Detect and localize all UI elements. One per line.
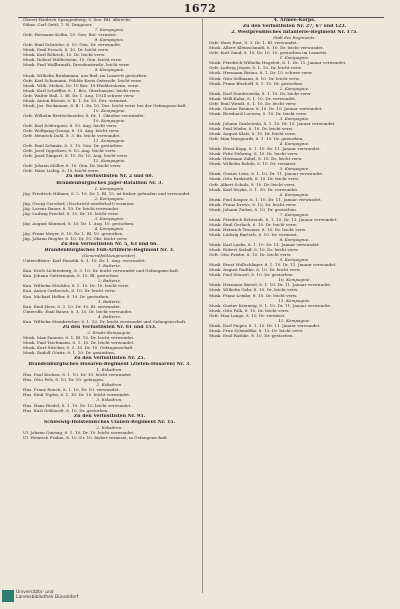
casualty-entry: Gefr. Hans Liebig, 8. 10. leicht verw. (23, 168, 99, 174)
subsection-heading: 2. Eskadron. (96, 424, 123, 430)
subsection-heading: 8. Kompagnie. (94, 37, 125, 43)
casualty-entry: Gefr. Hermann Kollin, 10. Gen. Bat. vermisst. (23, 32, 118, 38)
library-logo-line2: Landesbibliothek Düsseldorf (16, 595, 79, 600)
casualty-entry: Musk. Ludwig Bartsch, 8. 10. Dr. vermisst. (209, 231, 298, 237)
section-heading: 4. Armee-Korps. (273, 18, 316, 23)
section-heading: Brandenburgisches Husaren-Regiment (Zieten-Husaren) Nr. 3. (28, 362, 191, 368)
section-heading: Zu den Verlustlisten Nr. 2 und 68. (65, 174, 154, 180)
casualty-entry: Musk. Ernst Kopp, 8. 1. 10. Dr. 11. Januar verwundet. (209, 146, 321, 152)
casualty-entry: Kan. Wilhelm Stöckler, 8. 1. 10. Dr. 10. leicht verw. (23, 283, 129, 289)
casualty-entry: Musk. Franz Lemke, 8. 10. Dr. leicht verw. (209, 292, 298, 298)
casualty-entry: Jäg. Friedrich Hühner, 8. 2. 10. Dr. 1. Bl. 15. ist bisher gefunden und verwundet. (23, 190, 191, 196)
library-logo-text (16, 590, 78, 600)
casualty-entry: Kan. Johann Gattermann, 8. 10. Bl. gestorben. (23, 273, 120, 279)
casualty-entry: Musk. Emil Gerlach, 8. 10. Dr. leicht verw. (209, 221, 298, 227)
subsection-heading: 3. Kompagnie. (279, 115, 310, 121)
right-column (205, 17, 384, 593)
casualty-entry: Musk. Ernst Wollschläger, 8. 1. 10. Dr. 11. Januar verwundet. (209, 262, 337, 268)
casualty-entry: Musk. Otto Sellmann, 8. 10. Dr. leicht verw. (209, 75, 300, 81)
casualty-entry: Hus. Paul Kücken, 8. 1. 10. Dr. 10. leicht verwundet. (23, 372, 133, 378)
casualty-entry: Musk. Robert Sielaff, 8. 10. Dr. leicht verw. (209, 247, 299, 253)
casualty-entry: Musk. Rudolf Göritz, 8. 1. 10. Dr. gestorben. (23, 350, 116, 356)
casualty-entry: Gefr. Wolfgang Georgi, 8. 10. Aug. leicht verw. (23, 128, 120, 134)
casualty-entry: Ul. Johann Quiring, 8. 1. 10. Dr. 10. leicht verwundet. (23, 429, 135, 435)
casualty-entry: Musk. Paul Teichmann, 8. 1. 10. Dr. leicht verwundet. (23, 339, 135, 345)
casualty-entry: Oberst Haidrich Spangenberg, 9. Sen. Btl. ulbrecht. (23, 17, 132, 22)
subsection-heading: 11. Kompagnie. (93, 138, 126, 144)
subsection-heading: 8. Kompagnie. (279, 237, 310, 243)
casualty-entry: Musk. Franz Drews, 8. 10. Dr. leicht verw. (209, 201, 297, 207)
subsection-heading: Stab des Regiments. (273, 35, 316, 41)
casualty-entry: Musk. Anton Bösner, 8. B. 1. Dr. 10. Dez. vermisst. (23, 97, 129, 103)
casualty-entry: Gefr. Wilhelm Breitschneider, 8. Dr. 1. Oktober verwundet. (23, 112, 146, 118)
library-logo-mark-icon (2, 590, 14, 602)
subsection-heading: 11. Kompagnie. (278, 297, 311, 303)
casualty-entry: Musk. Paul Wiebe, 8. 10. Dr. leicht verw. (209, 125, 294, 131)
subsection-heading: 2. Batterie. (97, 278, 122, 284)
subsection-heading: 1. Kompagnie. (94, 185, 125, 191)
casualty-entry: Musk. Albert Kleinschmidt, 8. 10. Dr. leicht verwundet. (209, 45, 324, 51)
casualty-entry: Musk. Max Pannier, 8. 1. Bl. 10. Dr. leicht verwundet. (23, 334, 135, 340)
casualty-entry: Musk. August Radtke, 8. 10. Dr. leicht verw. (209, 267, 301, 273)
casualty-entry: Gefr. Emil Schmitz, 8. 3. 10. Gen. Dr. gestorben. (23, 143, 124, 149)
casualty-entry: Gefr. Karl Söderquist, 8. 10. Aug. leicht verw. (23, 122, 118, 128)
casualty-entry: Musk. Kurt Stricker, 8. 1. 10. Dr. 10. Gefangenschaft. (23, 345, 134, 350)
casualty-entry: Fähnr. Carl Oettl, 7. N. Dragoner. (23, 22, 93, 28)
subsection-heading: 12. Kompagnie. (278, 317, 311, 323)
casualty-entry: Gefr. Emil Wendt, 8. 1. 10. Dr. leicht verw. (209, 100, 297, 106)
casualty-entry: Hus. Hans Riedel, 8. 1. 10. Dr. 10. leicht verwundet. (23, 402, 132, 408)
casualty-entry: Musk. Karl Laabs, 8. 1. 10. Dr. 11. Januar verwundet. (209, 242, 320, 248)
casualty-entry: Musk. Wilhelm Brinkmann, aus Bad, im Lazarett gestorben. (23, 72, 148, 78)
casualty-entry: Jäg. Lorenz Bauer, 8. 10. Dr. leicht verwundet. (23, 205, 120, 211)
subsection-heading: 4. Kompagnie. (279, 141, 310, 147)
casualty-entry: Musk. Karl Woyke, 8. 1. 10. Dr. verwundet. (209, 186, 299, 192)
subsection-heading: 2. Kompagnie. (94, 195, 125, 201)
subsection-heading: 5. Kompagnie. (279, 166, 310, 172)
subsection-heading: 1. Eskadron. (96, 367, 123, 373)
casualty-entry: Hus. Franz Rauch, 8. 1. 10. Dr. 10. verwundet. (23, 387, 120, 393)
section-heading: 2. Westpreußisches Infanterie-Regiment Nr. 175. (231, 30, 358, 36)
casualty-entry: Gefr. Kurt Sand, 8. 10. Dr. 10. 10. gestorben im Lazarett. (209, 50, 328, 56)
casualty-entry: Musk. Gustav Kriening, 8. 1. 10. Dr. 11. Januar verwundet. (209, 302, 332, 308)
subsection-heading: 2. Eskadron. (96, 382, 123, 388)
casualty-entry: Gefr. Karl Schumann, Pöhlde Kreis Osterode, leicht verw. (23, 77, 142, 83)
casualty-entry: Musk. Gustav Reimer, 8. 10. Dr. 10. Januar verwundet. (209, 105, 323, 111)
casualty-entry: Kan. Wilhelm Steinbrecher, 8. 1. 10. Dr. leicht verwundet und Gefangenschaft. (23, 318, 187, 324)
subsection-heading: 3. Batterie. (97, 298, 122, 304)
casualty-entry: Gefr. Ludwig Jesper, 8. 1. 10. Dr. leicht verw. (209, 65, 302, 71)
casualty-entry: Gefr. Max Lange, 8. 10. Dr. vermisst. (209, 312, 286, 318)
casualty-entry: Musk. Paul Wallbrandt, Dresdenstraße, leicht verw. (23, 62, 130, 68)
section-heading: Zu den Verlustlisten Nr. 25. (73, 356, 146, 362)
casualty-entry: Gefr. Hans Rust, 8. 3. Dr. 1. Bl. verwundet. (209, 40, 298, 46)
casualty-entry: Musk. Jos. Beckmann, 8. B. 1. Dr. 10. Dez. leicht verw. bei der Gefangenschaft. (23, 102, 187, 108)
casualty-entry: Kan. Erich Lichtenberg, 8. 3. 10. Dr. leicht verwundet und Gefangenschaft. (23, 268, 180, 274)
subsection-heading: 3. Kompagnie. (94, 215, 125, 221)
library-logo-line1: Universitäts- und (16, 590, 54, 595)
casualty-entry: Hus. Emil Töpfer, 8. 1. 10. Dr. 10. leicht verwundet. (23, 392, 131, 398)
casualty-entry: Jäg. Franz Meyer, 8. 10. Dr. 1. Bl. 10. gestorben. (23, 230, 124, 236)
subsection-heading: 10. Kompagnie. (93, 107, 126, 113)
subsection-heading: 7. Kompagnie. (279, 211, 310, 217)
casualty-entry: Musk. Otto Pankrath, 8. 10. Dr. leicht verw. (209, 176, 300, 182)
section-heading: Brandenburgisches Fuß-Artillerie-Regiment Nr. 3. (44, 248, 175, 254)
casualty-entry: Gefr. Max Marquardt, 8. 1. 10. Dr. gestorben. (209, 136, 304, 142)
subsection-heading: 10. Kompagnie. (278, 277, 311, 283)
section-heading: Schleswig-Holsteinisches Ulanen-Regiment Nr. 15. (43, 419, 176, 425)
casualty-entry: Musk. Franz Bischoff, 8. 1. 10. Dr. gestorben. (209, 80, 304, 86)
casualty-entry: Gefr. Walter Rall, 2. Bl. Dr. 1. Aug. 1914 schwer verw. (23, 92, 135, 98)
casualty-entry: Musk. Wilhelm Gohr, 8. 10. Dr. leicht verw. (209, 287, 299, 293)
casualty-entry: Musk. Johann Ziehm, 8. 10. Dr. gestorben. (209, 206, 298, 212)
casualty-entry: Kan. Anton Orebovich, 8. 10. Dr. leicht verw. (23, 288, 116, 294)
casualty-entry: Musk. Heinrich Tessmer, 8. 10. Dr. leicht verw. (209, 226, 307, 232)
casualty-entry: Gefr. Johann Möller, 8. 10. Gen. Dr. leicht verw. (23, 163, 122, 169)
casualty-entry: Musk. Gustav Lenz, 8. 1. 10. Dr. 11. Januar verwundet. (209, 171, 324, 177)
casualty-entry: Musk. Hermann Zabel, 8. 10. Dr. leicht verw. (209, 156, 303, 162)
casualty-entry: Musk. Karl Röhrich, 10. Dr. leicht verw. (23, 52, 106, 58)
subsection-heading: 2. Kompagnie. (279, 85, 310, 91)
casualty-entry: Ul. Heinrich Frahm, 8. 10. Dr. 10. bisher vermisst, in Gefangenschaft. (23, 434, 169, 440)
casualty-entry: Musk. Karl Pieper, 8. 1. 10. Dr. 11. Januar verwundet. (209, 322, 321, 328)
casualty-entry: Gefr. Otto Priebe, 8. 10. Dr. leicht verw. (209, 252, 292, 258)
casualty-entry: Musk. August Klatt, 8. 10. Dr. leicht verw. (209, 131, 296, 137)
page-header (0, 2, 400, 16)
subsection-heading: 9. Kompagnie. (279, 257, 310, 263)
casualty-entry: Musk. Emil Rathke, 8. 10. Dr. gestorben. (209, 332, 294, 338)
casualty-entry: Musk. Hermann Ristau, 8. 1. Dr. 10. schwer verw. (209, 70, 313, 76)
casualty-entry: Jäg. Ludwig Prechtl, 8. 10. Dr. 10. leicht verw. (23, 210, 119, 216)
casualty-entry: Gefr. Albert Schulz, 8. 10. Dr. leicht verw. (209, 181, 296, 187)
casualty-entry: Musk. Otto Falk, 8. 10. Dr. leicht verw. (209, 307, 290, 313)
casualty-entry: Musk. Friedrich Behrendt, 8. 1. 10. Dr. 11. Januar verwundet. (209, 216, 338, 222)
casualty-entry: Gefr. Emil Schröder, 6. 10. Gen. Dr. verwundet. (23, 42, 122, 48)
subsection-heading: 1. Batterie. (97, 263, 122, 269)
casualty-entry: Musk. Wilh. Mehne, Dr. 10 Bez. 10 Pfeddersheim, verw. (23, 82, 139, 88)
subsection-heading: 12. Kompagnie. (93, 158, 126, 164)
section-heading: Zu den Verlustlisten Nr. 5, 63 und 66. (61, 242, 158, 248)
casualty-entry: Musk. Johann Grabowski, 8. 1. 10. Dr. 10. Januar verwundet. (209, 120, 336, 126)
casualty-entry: Unteroffizier: Karl Hanzlik, 8. 1. 10. Dr. 1. Aug. verwundet. (23, 258, 146, 264)
section-heading: Zu den Verlustlisten Nr. 27, 67 und 123. (242, 24, 347, 30)
casualty-entry: Musk. Emil Prosch, 8. 10. Dr. leicht verw. (23, 47, 109, 53)
casualty-entry: Gefr. Heinrich Dahl, 8. 3. Bz. leicht verwundet. (23, 133, 121, 139)
section-heading: Brandenburgisches Jäger-Bataillon Nr. 3. (56, 180, 163, 186)
casualty-entry: Musk. Karl Dombrowski, 8. 1. 10. Dr. leicht verw. (209, 90, 312, 96)
column-divider (202, 17, 203, 593)
subsection-heading: 1. Kompagnie. (279, 55, 310, 61)
casualty-entry: Musk. Paul Stenzel, 8. 10. Dr. gestorben. (209, 272, 294, 278)
casualty-entry: Kan. Michael Heller, 8. 10. Dr. gestorben. (23, 293, 110, 299)
subsection-heading: 10. Kompagnie. (93, 117, 126, 123)
section-heading: Zu den Verlustlisten Nr. 61 und 153. (62, 324, 157, 330)
subsection-heading: (Generalfeldzeugmeister). (82, 253, 137, 259)
casualty-entry: Musk. Paul Kasper, 8. 1. 10. Dr. 11. Januar verwundet. (209, 196, 322, 202)
casualty-entry: Unteroffz. Emil Bauer, 8. 3. 10. Dr. leicht verwundet. (23, 308, 133, 314)
subsection-heading: 3. Eskadron. (96, 397, 123, 403)
casualty-entry: Musk. Bernhard Loewen, 8. 10. Dr. leicht verw. (209, 110, 308, 116)
subsection-heading: 6. Kompagnie. (279, 191, 310, 197)
page-number: 1672 (183, 2, 217, 15)
subsection-heading: 4. Batterie. (97, 313, 122, 319)
casualty-entry: Musk. Willi Kuhn, 8. 1. 10. Dr. verwundet. (209, 95, 297, 101)
casualty-entry: Musk. Fritz Schmidtke, 8. 10. Dr. leicht verw. (209, 327, 304, 333)
casualty-entry: Hus. Karl Gebhardt, 8. 10. Dr. gestorben. (23, 407, 109, 413)
casualty-entry: Gefr. Josef Oppeltzer, 8. 10. Aug. leicht verw. (23, 148, 117, 154)
casualty-entry: Musk. Karl Scheffler, 8. 1. Bez. Oberhausen, leicht verw. (23, 87, 141, 93)
left-column (19, 17, 200, 593)
casualty-entry: Musk. Friedrich Wilhelm Hageleit, 8. 1. Dr. 11. Januar verwundet. (209, 60, 347, 66)
casualty-entry: Musk. Fritz Nehring, 8. 10. Dr. leicht verw. (209, 151, 299, 157)
section-heading: Zu den Verlustlisten Nr. 95. (73, 413, 146, 419)
casualty-entry: Musk. Wilhelm Rohde, 8. 10. Dr. vermisst. (209, 161, 297, 167)
subsection-heading: 2. Ersatz-Kompagnie. (87, 329, 132, 335)
casualty-entry: Kan. Emil Herz, 8. 3. 10. Dr. 10. Bl. verwundet. (23, 303, 122, 309)
casualty-entry: Musk. Robert Müllerheim, 10. Gen. leicht verw. (23, 57, 122, 63)
library-logo (2, 588, 79, 606)
subsection-heading: 9. Kompagnie. (94, 67, 125, 73)
casualty-entry: Musk. Hermann Bartel, 8. 1. 10. Dr. 11. Januar verwundet. (209, 282, 332, 288)
casualty-entry: Jäg. Johann Riegler, 8. 10. Dr. 10. Okt. leicht verw. (23, 236, 128, 242)
casualty-entry: Jäg. Georg Gersdorf, (Nachricht wiederholt) vermisst. (23, 200, 136, 206)
casualty-entry: Gefr. Josef Zimpert, 8. 10. Dr. 10. Aug. leicht verw. (23, 153, 129, 159)
casualty-entry: Jäg. August Kümmel, 8. 10. Dr. 1. Aug. 10. gestorben. (23, 220, 135, 226)
subsection-heading: 4. Kompagnie. (94, 225, 125, 231)
subsection-heading: 7. Kompagnie. (94, 27, 125, 33)
casualty-entry: Hus. Otto Pelz, 8. 10. Dr. 10. gefangen. (23, 377, 105, 383)
